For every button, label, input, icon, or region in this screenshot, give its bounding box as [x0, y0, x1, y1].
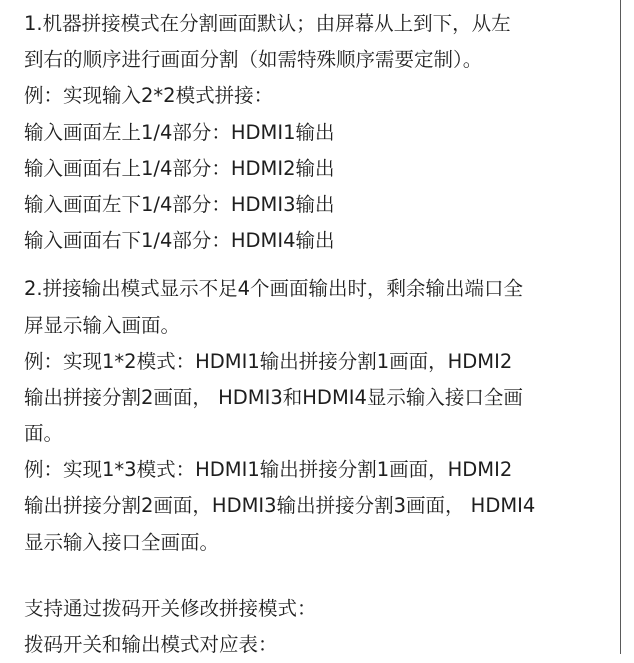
text-line: 支持通过拨码开关修改拼接模式：: [24, 596, 317, 620]
text-line: 屏显示输入画面。: [24, 313, 181, 337]
text-line: 到右的顺序进行画面分割（如需特殊顺序需要定制）。: [24, 48, 483, 72]
text-line: 例：实现1*2模式：HDMI1输出拼接分割1画面，HDMI2: [24, 349, 513, 373]
right-border-line: [620, 0, 621, 654]
text-line: 输入画面左下1/4部分：HDMI3输出: [24, 192, 335, 216]
section-dip-switch: [24, 591, 614, 663]
text-line: 拨码开关和输出模式对应表：: [24, 633, 278, 656]
text-line: 2.拼接输出模式显示不足4个画面输出时，剩余输出端口全: [24, 277, 524, 301]
paragraph-gap: [24, 259, 614, 271]
text-line: 输出拼接分割2画面， HDMI3和HDMI4显示输入接口全画: [24, 385, 523, 409]
section-insufficient-outputs: [24, 271, 614, 561]
text-line: 输入画面右上1/4部分：HDMI2输出: [24, 156, 335, 180]
text-line: 面。: [24, 422, 64, 446]
text-line: 1.机器拼接模式在分割画面默认；由屏幕从上到下，从左: [24, 12, 511, 35]
text-line: 例：实现输入2*2模式拼接：: [24, 84, 274, 108]
text-line: 显示输入接口全画面。: [24, 530, 220, 554]
section-split-default: [24, 6, 614, 259]
document-content: [24, 6, 614, 663]
paragraph-gap: [24, 561, 614, 591]
text-line: 输入画面右下1/4部分：HDMI4输出: [24, 229, 335, 253]
text-line: 输出拼接分割2画面，HDMI3输出拼接分割3画面， HDMI4: [24, 494, 536, 518]
text-line: 例：实现1*3模式：HDMI1输出拼接分割1画面，HDMI2: [24, 458, 513, 482]
text-line: 输入画面左上1/4部分：HDMI1输出: [24, 120, 335, 144]
